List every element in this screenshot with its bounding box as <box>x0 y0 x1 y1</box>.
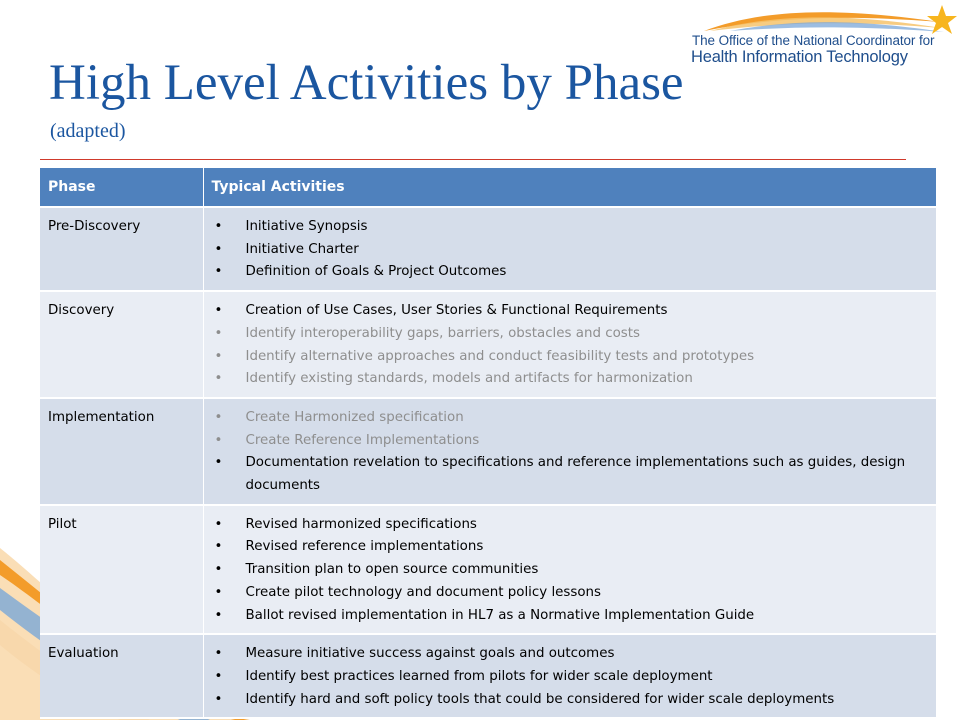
activities-cell <box>203 207 936 291</box>
table-header-row <box>40 168 936 207</box>
activity-item: • Transition plan to open source communities <box>215 559 927 582</box>
activity-item: • Revised harmonized specifications <box>215 514 927 537</box>
page-subtitle: (adapted) <box>50 120 126 142</box>
activity-item: • Create Harmonized specification <box>215 407 927 430</box>
phase-cell: Evaluation <box>40 634 203 718</box>
phase-activities-table <box>40 168 936 719</box>
activities-list <box>215 216 927 284</box>
activity-item: • Identify interoperability gaps, barriers, obstacles and costs <box>215 323 927 346</box>
activities-list <box>215 514 927 628</box>
activity-item: • Revised reference implementations <box>215 536 927 559</box>
title-divider <box>40 159 906 160</box>
table-body <box>40 207 936 718</box>
table-row <box>40 634 936 718</box>
activities-list <box>215 643 927 711</box>
activities-cell <box>203 634 936 718</box>
column-header-activities: Typical Activities <box>203 168 936 207</box>
activity-item: • Initiative Synopsis <box>215 216 927 239</box>
activity-item: • Creation of Use Cases, User Stories & Functional Requirements <box>215 300 927 323</box>
phase-cell: Pre-Discovery <box>40 207 203 291</box>
phase-cell: Implementation <box>40 398 203 505</box>
table-row <box>40 207 936 291</box>
logo-text-line1: The Office of the National Coordinator for <box>692 33 935 48</box>
activity-item: • Measure initiative success against goals and outcomes <box>215 643 927 666</box>
table-row <box>40 505 936 635</box>
onc-logo <box>690 4 958 70</box>
activity-item: • Documentation revelation to specifications and reference implementations such as guides, design documents <box>215 452 927 497</box>
activity-item: • Create Reference Implementations <box>215 430 927 453</box>
column-header-phase: Phase <box>40 168 203 207</box>
activities-cell <box>203 291 936 398</box>
activities-cell <box>203 398 936 505</box>
activities-cell <box>203 505 936 635</box>
logo-text-line2: Health Information Technology <box>691 48 908 66</box>
activity-item: • Definition of Goals & Project Outcomes <box>215 261 927 284</box>
phase-cell: Discovery <box>40 291 203 398</box>
activity-item: • Identify best practices learned from pilots for wider scale deployment <box>215 666 927 689</box>
phase-cell: Pilot <box>40 505 203 635</box>
activities-list <box>215 300 927 391</box>
page-title: High Level Activities by Phase <box>49 55 684 111</box>
activity-item: • Identify alternative approaches and conduct feasibility tests and prototypes <box>215 346 927 369</box>
table-row <box>40 291 936 398</box>
activity-item: • Identify hard and soft policy tools that could be considered for wider scale deployments <box>215 689 927 712</box>
activity-item: • Ballot revised implementation in HL7 as a Normative Implementation Guide <box>215 605 927 628</box>
activity-item: • Identify existing standards, models and artifacts for harmonization <box>215 368 927 391</box>
activities-list <box>215 407 927 498</box>
table-row <box>40 398 936 505</box>
activity-item: • Create pilot technology and document policy lessons <box>215 582 927 605</box>
activity-item: • Initiative Charter <box>215 239 927 262</box>
